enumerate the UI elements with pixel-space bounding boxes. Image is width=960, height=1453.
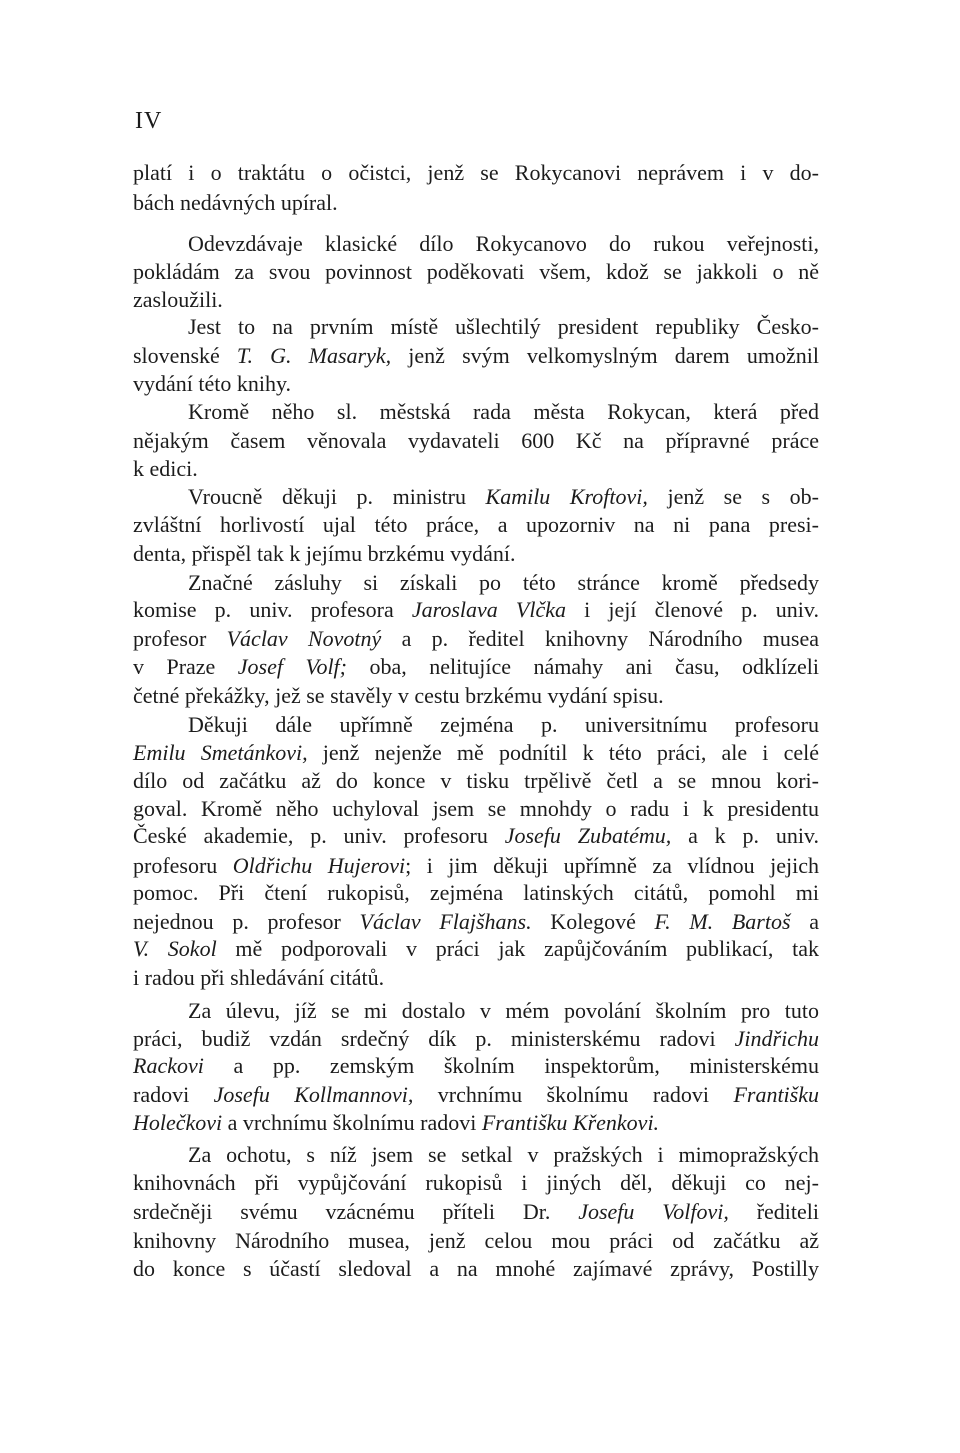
- italic-name: Františku Křenkovi.: [481, 1110, 660, 1135]
- text-segment: Kolegové: [531, 909, 655, 934]
- italic-name: F. M. Bartoš: [654, 909, 791, 934]
- text-line: [133, 740, 819, 766]
- text-line: [188, 484, 819, 510]
- text-line: [133, 343, 819, 369]
- italic-name: Holečkovi: [133, 1110, 223, 1135]
- text-segment: k edici.: [133, 456, 198, 481]
- text-segment: mě podporovali v práci jak zapůjčováním publikací, tak: [216, 936, 819, 961]
- text-segment: bách nedávných upíral.: [133, 190, 338, 215]
- text-segment: oba, nelitujíce námahy ani času, odklízeli: [347, 654, 819, 679]
- text-segment: Kromě něho sl. městská rada města Rokycan, která před: [188, 399, 819, 424]
- italic-name: Jindřichu: [734, 1026, 819, 1051]
- text-line: [133, 768, 819, 794]
- text-line: [188, 712, 819, 738]
- text-segment: i radou při shledávání citátů.: [133, 965, 385, 990]
- italic-name: Františku: [733, 1082, 819, 1107]
- italic-name: Václav Flajšhans.: [359, 909, 532, 934]
- text-line: [133, 1256, 819, 1282]
- text-segment: a k p. univ.: [671, 823, 820, 848]
- text-line: [133, 880, 819, 906]
- text-segment: Za úlevu, jíž se mi dostalo v mém povolání školním pro tuto: [188, 998, 819, 1023]
- text-segment: radovi: [133, 1082, 214, 1107]
- text-line: [188, 998, 819, 1024]
- text-segment: a pp. zemským školním inspektorům, ministerskému: [203, 1053, 819, 1078]
- italic-name: Kamilu Kroftovi,: [485, 484, 648, 509]
- text-segment: zasloužili.: [133, 287, 223, 312]
- text-line: [133, 796, 819, 822]
- text-line: [133, 853, 819, 879]
- text-segment: zvláštní horlivostí ujal této práce, a upozorniv na ni pana presi-: [133, 512, 819, 537]
- text-segment: komise p. univ. profesora: [133, 597, 412, 622]
- text-segment: práci, budiž vzdán srdečný dík p. ministerskému radovi: [133, 1026, 735, 1051]
- text-segment: i její členové p. univ.: [566, 597, 819, 622]
- text-line: [133, 512, 819, 538]
- italic-name: Rackovi: [133, 1053, 204, 1078]
- text-segment: Děkuji dále upřímně zejména p. universitnímu profesoru: [188, 712, 819, 737]
- italic-name: V. Sokol: [133, 936, 217, 961]
- text-segment: Za ochotu, s níž jsem se setkal v pražských i mimopražských: [188, 1142, 819, 1167]
- text-segment: pomoc. Při čtení rukopisů, zejména latinských citátů, pomohl mi: [133, 880, 819, 905]
- text-segment: a vrchnímu školnímu radovi: [222, 1110, 482, 1135]
- text-segment: slovenské: [133, 343, 237, 368]
- text-segment: pokládám za svou povinnost poděkovati všem, kdož se jakkoli o ně: [133, 259, 819, 284]
- text-segment: Značné zásluhy si získali po této stránce kromě předsedy: [188, 570, 819, 595]
- italic-name: Emilu Smetánkovi,: [133, 740, 308, 765]
- text-segment: Odevzdávaje klasické dílo Rokycanovo do rukou veřejnosti,: [188, 231, 819, 256]
- text-segment: v Praze: [133, 654, 238, 679]
- italic-name: Oldřichu Hujerovi: [232, 853, 406, 878]
- text-line: [188, 231, 819, 257]
- text-line: [133, 541, 515, 567]
- text-line: [133, 456, 198, 482]
- text-segment: srdečněji svému vzácnému příteli Dr.: [133, 1199, 579, 1224]
- text-line: [133, 654, 819, 680]
- text-line: [133, 259, 819, 285]
- text-segment: Jest to na prvním místě ušlechtilý president republiky Česko-: [188, 314, 819, 339]
- text-segment: vydání této knihy.: [133, 371, 292, 396]
- text-line: [133, 190, 338, 216]
- text-line: [133, 371, 291, 397]
- text-line: [133, 1199, 819, 1225]
- text-segment: denta, přispěl tak k jejímu brzkému vydání.: [133, 541, 516, 566]
- text-segment: knihovnách při vypůjčování rukopisů i jiných děl, děkuji co nej-: [133, 1170, 819, 1195]
- text-line: [133, 683, 664, 709]
- text-segment: platí i o traktátu o očistci, jenž se Rokycanovi neprávem i v do-: [133, 160, 819, 185]
- text-line: [133, 965, 384, 991]
- text-line: [133, 936, 819, 962]
- text-segment: Vroucně děkuji p. ministru: [188, 484, 486, 509]
- italic-name: Josefu Kollmannovi,: [213, 1082, 414, 1107]
- text-segment: profesoru: [133, 853, 233, 878]
- text-line: [133, 1228, 819, 1254]
- text-segment: České akademie, p. univ. profesoru: [133, 823, 505, 848]
- text-line: [133, 1053, 819, 1079]
- text-line: [188, 399, 819, 425]
- text-line: [133, 1170, 819, 1196]
- page-number: IV: [135, 108, 163, 134]
- text-segment: a p. ředitel knihovny Národního musea: [381, 626, 819, 651]
- italic-name: T. G. Masaryk,: [236, 343, 392, 368]
- text-line: [188, 570, 819, 596]
- text-line: [133, 287, 223, 313]
- text-line: [133, 428, 819, 454]
- italic-name: Jaroslava Vlčka: [411, 597, 567, 622]
- text-line: [133, 160, 819, 186]
- text-segment: do konce s účastí sledoval a na mnohé zajímavé zprávy, Postilly: [133, 1256, 819, 1281]
- italic-name: Josef Volf;: [237, 654, 347, 679]
- text-line: [188, 314, 819, 340]
- text-segment: řediteli: [728, 1199, 819, 1224]
- text-segment: ; i jim děkuji upřímně za vlídnou jejich: [405, 853, 819, 878]
- italic-name: Václav Novotný: [226, 626, 382, 651]
- text-segment: jenž svým velkomyslným darem umožnil: [391, 343, 819, 368]
- text-segment: jenž nejenže mě podnítil k této práci, ale i celé: [307, 740, 819, 765]
- italic-name: Josefu Zubatému,: [504, 823, 672, 848]
- text-line: [188, 1142, 819, 1168]
- text-line: [133, 1110, 659, 1136]
- text-segment: a: [790, 909, 819, 934]
- italic-name: Josefu Volfovi,: [578, 1199, 729, 1224]
- text-segment: jenž se s ob-: [647, 484, 820, 509]
- text-segment: vrchnímu školnímu radovi: [413, 1082, 734, 1107]
- text-segment: knihovny Národního musea, jenž celou mou práci od začátku až: [133, 1228, 819, 1253]
- text-line: [133, 597, 819, 623]
- text-segment: dílo od začátku až do konce v tisku trpělivě četl a se mnou kori-: [133, 768, 819, 793]
- text-line: [133, 909, 819, 935]
- text-line: [133, 1026, 819, 1052]
- text-segment: goval. Kromě něho uchyloval jsem se mnohdy o radu i k presidentu: [133, 796, 819, 821]
- text-segment: profesor: [133, 626, 227, 651]
- text-line: [133, 626, 819, 652]
- text-line: [133, 1082, 819, 1108]
- text-segment: nejednou p. profesor: [133, 909, 360, 934]
- text-segment: četné překážky, jež se stavěly v cestu brzkému vydání spisu.: [133, 683, 664, 708]
- text-segment: nějakým časem věnovala vydavateli 600 Kč na přípravné práce: [133, 428, 819, 453]
- text-line: [133, 823, 819, 849]
